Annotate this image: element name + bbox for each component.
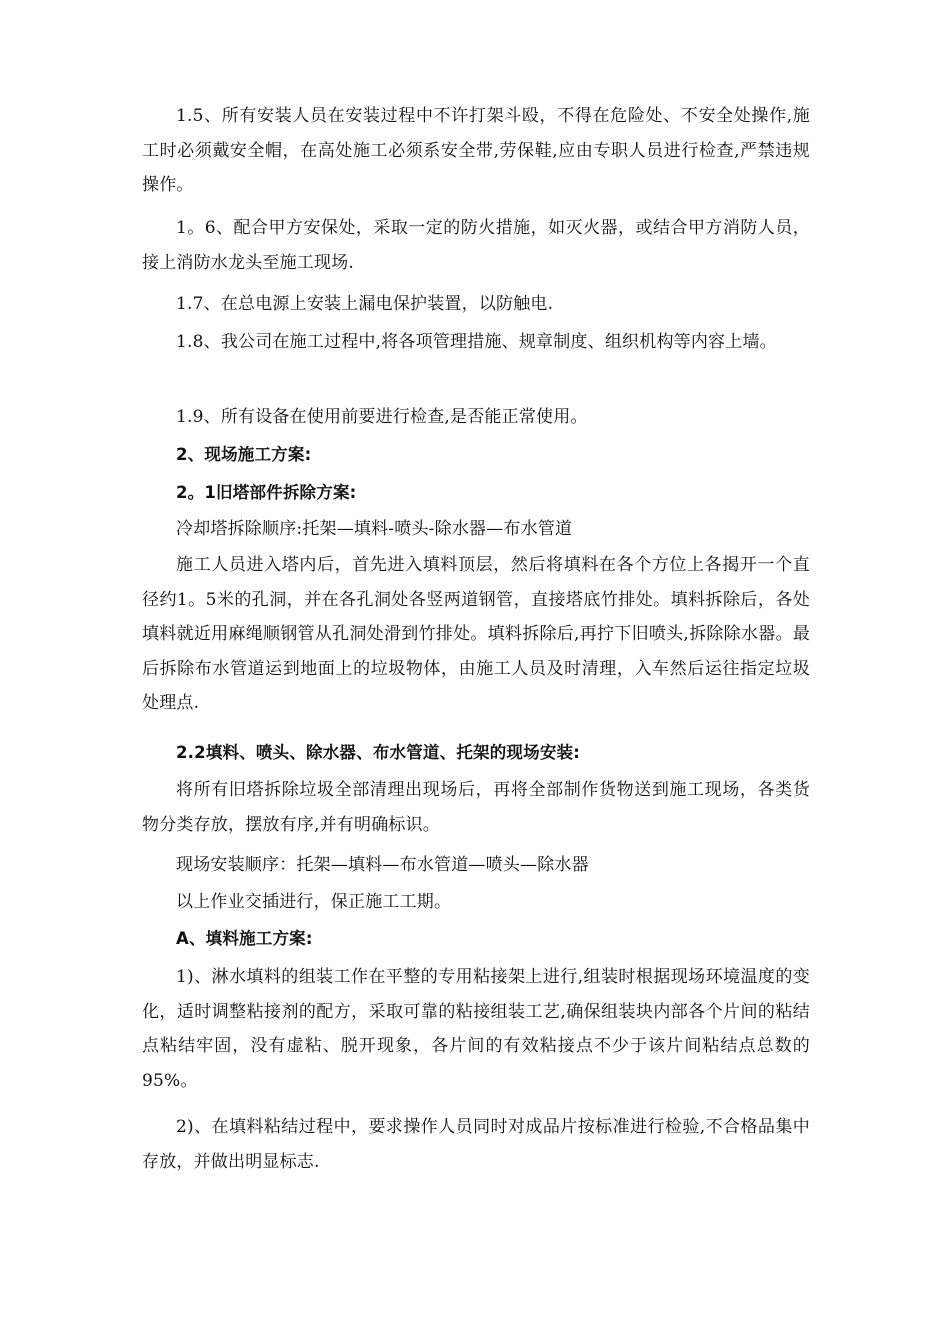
paragraph-removal-procedure: 施工人员进入塔内后，首先进入填料顶层，然后将填料在各个方位上各揭开一个直径约1。5米的孔洞，并在各孔洞处各竖两道钢管，直接塔底竹排处。填料拆除后，各处填料就近用麻绳顺钢管从孔洞处滑到竹排处。填料拆除后,再拧下旧喷头,拆除除水器。最后拆除布水管道运到地面上的垃圾物体，由施工人员及时清理，入车然后运往指定垃圾处理点. (142, 555, 810, 714)
paragraph-site-cleanup: 将所有旧塔拆除垃圾全部清理出现场后，再将全部制作货物送到施工现场，各类货物分类存放，摆放有序,并有明确标识。 (142, 780, 810, 835)
paragraph-removal-order: 冷却塔拆除顺序:托架—填料-喷头-除水器—布水管道 (176, 519, 573, 539)
paragraph-schedule: 以上作业交插进行，保正施工工期。 (176, 892, 452, 912)
section-heading-2-2: 2.2填料、喷头、除水器、布水管道、托架的现场安装: (176, 743, 581, 762)
paragraph-1-8: 1.8、我公司在施工过程中,将各项管理措施、规章制度、组织机构等内容上墙。 (176, 332, 777, 352)
section-heading-2: 2、现场施工方案: (176, 445, 312, 464)
paragraph-a-2: 2)、在填料粘结过程中，要求操作人员同时对成品片按标准进行检验,不合格品集中存放，并做出明显标志. (142, 1117, 810, 1172)
paragraph-a-1: 1)、淋水填料的组装工作在平整的专用粘接架上进行,组装时根据现场环境温度的变化，适时调整粘接剂的配方，采取可靠的粘接组装工艺,确保组装块内部各个片间的粘结点粘结牢固，没有虚粘、脱开现象，各片间的有效粘接点不少于该片间粘结点总数的95%。 (142, 967, 810, 1091)
paragraph-install-order: 现场安装顺序：托架—填料—布水管道—喷头—除水器 (176, 855, 589, 875)
paragraph-1-9: 1.9、所有设备在使用前要进行检查,是否能正常使用。 (176, 407, 588, 427)
paragraph-1-6: 1。6、配合甲方安保处，采取一定的防火措施，如灭火器，或结合甲方消防人员，接上消防水龙头至施工现场. (142, 218, 810, 273)
paragraph-1-5: 1.5、所有安装人员在安装过程中不许打架斗殴，不得在危险处、不安全处操作,施工时必须戴安全帽，在高处施工必须系安全带,劳保鞋,应由专职人员进行检查,严禁违规操作。 (142, 106, 810, 196)
paragraph-1-7: 1.7、在总电源上安装上漏电保护装置，以防触电. (176, 294, 554, 314)
section-heading-a: A、填料施工方案: (176, 929, 313, 948)
section-heading-2-1: 2。1旧塔部件拆除方案: (176, 483, 357, 502)
